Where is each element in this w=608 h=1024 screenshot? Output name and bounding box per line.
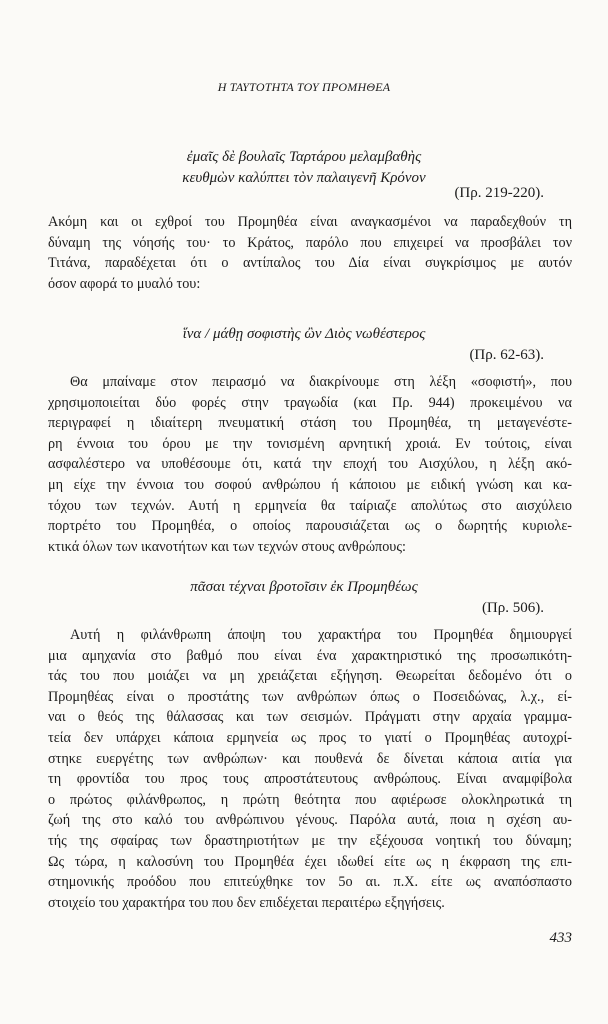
text-line: ρη έννοια του όρου με την τονισμένη αρνητική χροιά. Εν τούτοις, είναι bbox=[48, 435, 572, 452]
text-line: Τιτάνα, παραδέχεται ότι ο αντίπαλος του Δία είναι συγκρίσιμος με αυτόν bbox=[48, 255, 572, 272]
text-line: Ως τώρα, η καλοσύνη του Προμηθέα έχει ιδωθεί είτε ως η έκφραση της επι- bbox=[48, 853, 572, 870]
text-line: Ακόμη και οι εχθροί του Προμηθέα είναι αναγκασμένοι να παραδεχθούν τη bbox=[48, 214, 572, 230]
text-line: κτικά όλων των ικανοτήτων και των τεχνών στους ανθρώπους: bbox=[48, 538, 406, 555]
text-line: Αυτή η φιλάνθρωπη άποψη του χαρακτήρα του Προμηθέα δημιουργεί bbox=[70, 627, 572, 643]
page-number: 433 bbox=[549, 930, 572, 946]
text-line: τάς του που μοιάζει να μη χρειάζεται εξήγηση. Θεωρείται δεδομένο ότι ο bbox=[48, 668, 572, 685]
text-line: τη φροντίδα του προς τους απροστάτευτους ανθρώπους. Είναι αναμφίβολα bbox=[48, 771, 572, 788]
text-line: Θα μπαίναμε στον πειρασμό να διακρίνουμε στη λέξη «σοφιστή», που bbox=[70, 374, 572, 390]
greek-quote-2 bbox=[0, 324, 608, 345]
quote-reference-1: (Πρ. 219-220). bbox=[454, 185, 544, 201]
text-line: πορτρέτο του Προμηθέα, ο οποίος παρουσιάζεται ως ο δωρητής κυριολε- bbox=[48, 518, 572, 535]
quote-reference-3: (Πρ. 506). bbox=[481, 600, 544, 616]
text-line: μια αμηχανία στο βαθμό που είναι ένα χαρακτηριστικό της προσωπικότη- bbox=[48, 647, 572, 664]
text-line: τεία δεν υπάρχει κάποια ερμηνεία ως προς το γιατί ο Προμηθέας αυτοχρί- bbox=[48, 729, 572, 746]
text-line: ναι ο θεός της θάλασσας και των σεισμών. Πράγματι στην αρχαία γραμμα- bbox=[48, 709, 572, 726]
text-line: ο πρώτος φιλάνθρωπος, η πρώτη θεότητα που αφιέρωσε ολοκληρωτικά τη bbox=[48, 791, 572, 808]
text-line: χρησιμοποιείται δύο φορές στην τραγωδία (και Πρ. 944) προκειμένου να bbox=[48, 394, 572, 411]
text-line: Προμηθέας είναι ο προστάτης των ανθρώπων όπως ο Ποσειδώνας, λ.χ., εί- bbox=[48, 688, 572, 705]
text-line: όσον αφορά το μυαλό του: bbox=[48, 275, 201, 292]
text-line: ζωή της στο καλό του ανθρώπινου γένους. Παρόλα αυτά, ποια η σχέση αυ- bbox=[48, 812, 572, 829]
text-line: στημονικής προόδου που επιτεύχθηκε τον 5ο αι. π.Χ. είτε ως αναπόσπαστο bbox=[48, 874, 572, 891]
paragraph-3 bbox=[48, 625, 572, 913]
text-line: στηκε ευεργέτης των ανθρώπων· και πουθενά δε δίνεται κάποια αιτία για bbox=[48, 750, 572, 767]
quote-line: πᾶσαι τέχναι βροτοῖσιν ἐκ Προμηθέως bbox=[190, 579, 418, 595]
paragraph-1 bbox=[48, 212, 572, 294]
quote-line: ἐμαῖς δὲ βουλαῖς Ταρτάρου μελαμβαθὴς bbox=[186, 149, 422, 165]
text-line: τής της σφαίρας των δραστηριοτήτων με την εξέχουσα νοητική του δύναμη; bbox=[48, 832, 572, 849]
quote-line: ἵνα / μάθῃ σοφιστὴς ὢν Διὸς νωθέστερος bbox=[182, 326, 426, 342]
text-line: τόχου των τεχνών. Αυτή η ερμηνεία θα ταίριαζε απολύτως στο αισχύλειο bbox=[48, 497, 572, 514]
paragraph-2 bbox=[48, 372, 572, 557]
text-line: περιγραφεί η ιδιαίτερη πνευματική στάση του Προμηθέα, τη μεταγενέστε- bbox=[48, 415, 572, 432]
text-line: μη είχε την έννοια του σοφού ανθρώπου ή κάποιου με ειδική γνώση και κα- bbox=[48, 476, 572, 493]
quote-line: κευθμὼν καλύπτει τὸν παλαιγενῆ Κρόνον bbox=[182, 170, 426, 186]
quote-reference-2: (Πρ. 62-63). bbox=[469, 347, 544, 363]
text-line: στοιχείο του χαρακτήρα του που δεν επιδέχεται περαιτέρω εξηγήσεις. bbox=[48, 894, 445, 911]
text-line: δύναμη της νόησής του· το Κράτος, παρόλο που επιχειρεί να προσβάλει τον bbox=[48, 234, 572, 251]
greek-quote-3 bbox=[0, 577, 608, 598]
text-line: ασφαλέστερο να υποθέσουμε ότι, κατά την εποχή του Αισχύλου, η λέξη ακό- bbox=[48, 456, 572, 473]
running-header: Η ΤΑΥΤΟΤΗΤΑ ΤΟΥ ΠΡΟΜΗΘΕΑ bbox=[217, 80, 391, 94]
